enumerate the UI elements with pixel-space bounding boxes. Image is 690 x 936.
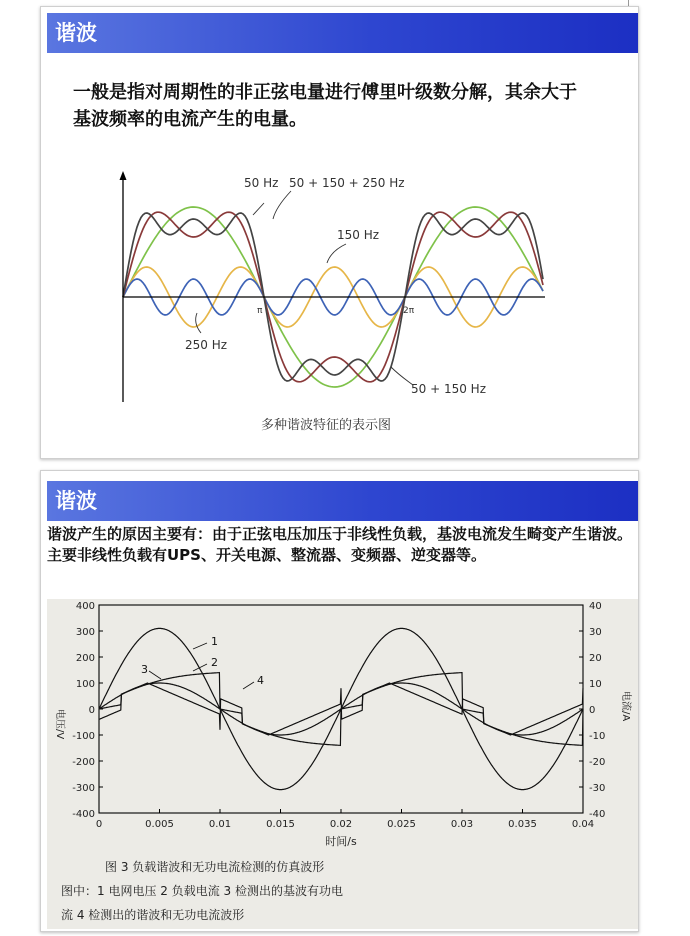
x-tick-label: 0.01 xyxy=(208,819,232,830)
x-tick-label: 0.035 xyxy=(508,819,537,830)
tick-2pi: 2π xyxy=(403,306,415,316)
curve-label-3: 3 xyxy=(141,663,148,676)
harmonics-figure xyxy=(101,167,551,437)
label-50-150hz: 50 + 150 Hz xyxy=(411,382,486,396)
y-right-tick-label: -20 xyxy=(589,757,606,768)
scanned-simulation-figure xyxy=(47,599,638,929)
figure-caption-line3: 流 4 检测出的谐波和无功电流波形 xyxy=(61,908,245,922)
x-tick-label: 0.04 xyxy=(571,819,595,830)
curve-label-4: 4 xyxy=(257,674,264,687)
leader-150hz xyxy=(327,244,346,263)
y-left-tick-label: 0 xyxy=(88,705,95,716)
y-left-tick-label: 300 xyxy=(75,627,95,638)
x-tick-label: 0.025 xyxy=(387,819,416,830)
y-left-tick-label: -200 xyxy=(72,757,95,768)
y-right-label: 电流/A xyxy=(620,691,631,722)
slide-body-text: 谐波产生的原因主要有：由于正弦电压加压于非线性负载，基波电流发生畸变产生谐波。主要非线性负载有UPS、开关电源、整流器、变频器、逆变器等。 xyxy=(47,525,633,564)
y-right-tick-label: 40 xyxy=(589,601,602,612)
y-left-label: 电压/V xyxy=(54,709,65,740)
x-tick-label: 0 xyxy=(95,819,103,830)
tick-pi: π xyxy=(257,306,263,316)
simulation-chart xyxy=(47,599,638,929)
curve-label-1: 1 xyxy=(211,635,218,648)
y-right-tick-label: 20 xyxy=(589,653,602,664)
slide-harmonics-causes xyxy=(40,470,639,932)
leader-50-150hz xyxy=(391,367,413,385)
leader-50-150-250hz xyxy=(273,191,291,219)
y-axis-arrow xyxy=(120,171,127,180)
label-250hz: 250 Hz xyxy=(185,338,228,352)
slide-harmonics-definition xyxy=(40,6,639,459)
y-right-tick-label: -30 xyxy=(589,783,606,794)
y-right-tick-label: 10 xyxy=(589,679,602,690)
leader-1 xyxy=(193,643,207,649)
y-left-tick-label: -300 xyxy=(72,783,95,794)
slide-title: 谐波 xyxy=(47,481,638,521)
x-tick-label: 0.03 xyxy=(450,819,474,830)
label-150hz: 150 Hz xyxy=(337,228,380,242)
x-tick-label: 0.005 xyxy=(145,819,174,830)
figure-caption-line1: 图 3 负载谐波和无功电流检测的仿真波形 xyxy=(105,860,325,874)
curve-label-2: 2 xyxy=(211,656,218,669)
slide-title: 谐波 xyxy=(47,13,638,53)
y-left-tick-label: 400 xyxy=(75,601,95,612)
leader-4 xyxy=(243,682,254,689)
label-50-150-250hz: 50 + 150 + 250 Hz xyxy=(289,176,405,190)
figure-caption-line2: 图中：1 电网电压 2 负载电流 3 检测出的基波有功电 xyxy=(61,884,343,898)
x-tick-label: 0.02 xyxy=(329,819,353,830)
figure-caption: 多种谐波特征的表示图 xyxy=(260,418,392,433)
y-right-tick-label: 0 xyxy=(589,705,596,716)
y-left-tick-label: 200 xyxy=(75,653,95,664)
leader-3 xyxy=(149,671,161,679)
y-right-tick-label: -40 xyxy=(589,809,606,820)
y-right-tick-label: -10 xyxy=(589,731,606,742)
leader-50hz xyxy=(253,203,264,215)
x-axis-label: 时间/s xyxy=(325,835,357,848)
y-left-tick-label: -400 xyxy=(72,809,95,820)
y-left-tick-label: -100 xyxy=(72,731,95,742)
y-right-tick-label: 30 xyxy=(589,627,602,638)
slide-body-text: 一般是指对周期性的非正弦电量进行傅里叶级数分解，其余大于基波频率的电流产生的电量。 xyxy=(73,82,577,130)
label-50hz: 50 Hz xyxy=(244,176,279,190)
y-left-tick-label: 100 xyxy=(75,679,95,690)
x-tick-label: 0.015 xyxy=(266,819,295,830)
